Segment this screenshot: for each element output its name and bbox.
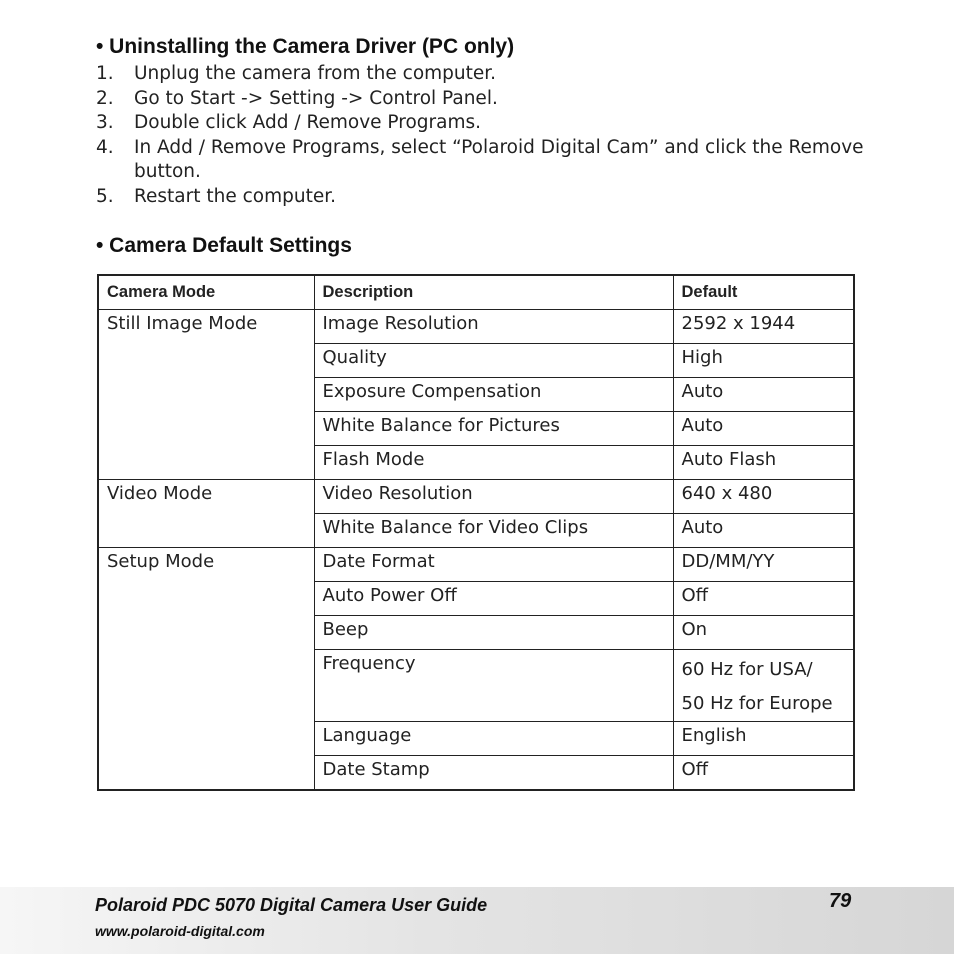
table-row bbox=[98, 480, 854, 514]
step-text: Restart the computer. bbox=[134, 185, 337, 207]
list-item bbox=[96, 87, 876, 112]
default-cell: Off bbox=[673, 756, 854, 791]
step-text: In Add / Remove Programs, select “Polaroid Digital Cam” and click the Remove button. bbox=[134, 136, 864, 183]
page-footer bbox=[0, 887, 954, 954]
default-cell: Auto bbox=[673, 514, 854, 548]
default-cell: High bbox=[673, 344, 854, 378]
column-header-default: Default bbox=[673, 275, 854, 310]
list-item bbox=[96, 62, 876, 87]
step-number: 4. bbox=[96, 136, 114, 158]
section-heading-default-settings: • Camera Default Settings bbox=[96, 234, 352, 257]
step-text: Double click Add / Remove Programs. bbox=[134, 112, 481, 134]
mode-cell: Setup Mode bbox=[98, 548, 314, 791]
default-cell: Auto bbox=[673, 412, 854, 446]
default-cell bbox=[673, 650, 854, 722]
section-heading-uninstall: • Uninstalling the Camera Driver (PC only) bbox=[96, 35, 515, 58]
default-line-2: 50 Hz for Europe bbox=[681, 693, 833, 714]
page-number: 79 bbox=[829, 890, 852, 912]
description-cell: White Balance for Video Clips bbox=[314, 514, 673, 548]
default-cell: English bbox=[673, 722, 854, 756]
default-settings-table bbox=[97, 274, 855, 791]
description-cell: Date Format bbox=[314, 548, 673, 582]
table-row bbox=[98, 548, 854, 582]
list-item bbox=[96, 111, 876, 136]
step-number: 3. bbox=[96, 112, 114, 134]
step-text: Go to Start -> Setting -> Control Panel. bbox=[134, 87, 498, 109]
default-cell: Off bbox=[673, 582, 854, 616]
default-cell: Auto bbox=[673, 378, 854, 412]
uninstall-steps-list bbox=[96, 62, 876, 210]
description-cell: Flash Mode bbox=[314, 446, 673, 480]
column-header-description: Description bbox=[314, 275, 673, 310]
description-cell: Exposure Compensation bbox=[314, 378, 673, 412]
description-cell: Language bbox=[314, 722, 673, 756]
description-cell: White Balance for Pictures bbox=[314, 412, 673, 446]
description-cell: Image Resolution bbox=[314, 310, 673, 344]
mode-cell: Still Image Mode bbox=[98, 310, 314, 480]
description-cell: Video Resolution bbox=[314, 480, 673, 514]
footer-url: www.polaroid-digital.com bbox=[95, 923, 265, 939]
description-cell: Date Stamp bbox=[314, 756, 673, 791]
table-row bbox=[98, 310, 854, 344]
default-cell: 2592 x 1944 bbox=[673, 310, 854, 344]
list-item bbox=[96, 185, 876, 210]
footer-title: Polaroid PDC 5070 Digital Camera User Guide bbox=[95, 895, 488, 915]
description-cell: Beep bbox=[314, 616, 673, 650]
default-line-1: 60 Hz for USA/ bbox=[681, 659, 813, 680]
default-cell: DD/MM/YY bbox=[673, 548, 854, 582]
default-cell: On bbox=[673, 616, 854, 650]
step-number: 2. bbox=[96, 87, 114, 109]
step-number: 5. bbox=[96, 185, 114, 207]
mode-cell: Video Mode bbox=[98, 480, 314, 548]
description-cell: Quality bbox=[314, 344, 673, 378]
step-text: Unplug the camera from the computer. bbox=[134, 63, 497, 84]
description-cell: Auto Power Off bbox=[314, 582, 673, 616]
column-header-camera-mode: Camera Mode bbox=[98, 275, 314, 310]
list-item bbox=[96, 136, 876, 185]
default-cell: Auto Flash bbox=[673, 446, 854, 480]
description-cell: Frequency bbox=[314, 650, 673, 722]
default-cell: 640 x 480 bbox=[673, 480, 854, 514]
table-header-row bbox=[98, 275, 854, 310]
step-number: 1. bbox=[96, 63, 114, 84]
